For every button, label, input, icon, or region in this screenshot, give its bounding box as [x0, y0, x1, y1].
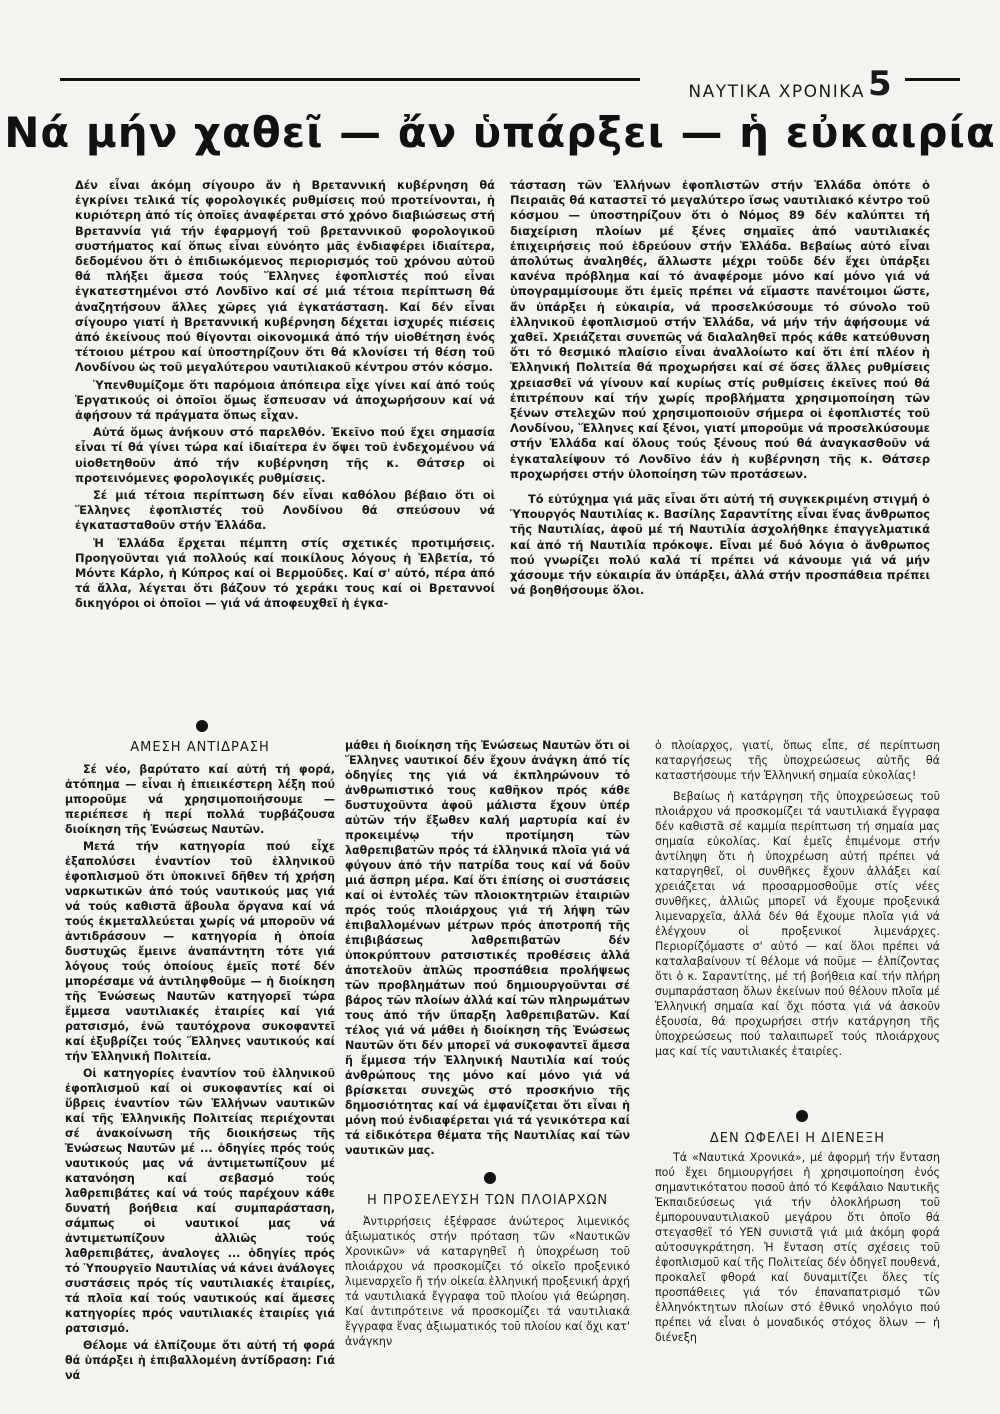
- intro-right-column: [510, 178, 930, 703]
- header-rule-right: [905, 78, 960, 81]
- section1-paragraph: Μετά τήν κατηγορία πού εἶχε ἐξαπολύσει ἐναντίον τοῦ ἑλληνικοῦ ἐφοπλισμοῦ ὅτι ὑποκινεῖ δῆθεν τή χρήση ναρκωτικῶν ἀπό τούς ναυτικούς μας γιά νά τούς καθιστᾶ ἄβουλα ὄργανα καί νά τούς ἐκμεταλλεύεται χωρίς νά μποροῦν νά ἀντιδράσουν — κατηγορία ἡ ὁποία δυστυχῶς ἔμεινε ἀναπάντητη τότε γιά λόγους τούς ὁποίους ἐμεῖς ποτέ δέν μπορέσαμε νά ἀντιληφθοῦμε — ἡ διοίκηση τῆς Ἑνώσεως Ναυτῶν κατηγορεῖ τώρα ἔμμεσα ναυτιλιακές ἑταιρίες καί γιά ρατσισμό, ἐνῶ ταυτόχρονα συκοφαντεῖ καί ἐξυβρίζει τούς Ἕλληνες ναυτικούς καί τήν Ἑλληνική Πολιτεία.: [65, 840, 335, 1063]
- section3-column: [655, 1150, 940, 1365]
- section1-paragraph: Οἱ κατηγορίες ἐναντίον τοῦ ἑλληνικοῦ ἐφοπλισμοῦ καί οἱ συκοφαντίες καί οἱ ὕβρεις ἐναντίον τῶν Ἑλλήνων ναυτικῶν καί τῆς Ἑλληνικῆς Πολιτείας περιέχονται σέ ἀνακοίνωση τῆς διοικήσεως τῆς Ἑνώσεως Ναυτῶν μέ ... ὁδηγίες πρός τούς ναυτικούς μας νά ἀντιμετωπίζουν μέ κατανόηση καί σεβασμό τούς λαθρεπιβάτες καί νά τούς παρέχουν κάθε δυνατή βοήθεια καί συμπαράσταση, σάμπως οἱ ναυτικοί μας νά ἀντιμετωπίζουν ἀλλιῶς τούς λαθρεπιβάτες, ἀναλογες ... ὁδηγίες πρός τό Ὑπουργεῖο Ναυτιλίας νά κάνει ἀνάλογες συστάσεις πρός τίς ναυτιλιακές ἑταιρίες, τά πλοῖα καί τούς ναυτικούς καί ἄμεσες κατηγορίες πρός ναυτιλιακές ἑταιρίες γιά ρατσισμό.: [65, 1067, 335, 1335]
- intro-paragraph: Ἡ Ἑλλάδα ἔρχεται πέμπτη στίς σχετικές προτιμήσεις. Προηγοῦνται γιά πολλούς καί ποικίλους λόγους ἡ Ἑλβετία, τό Μόντε Κάρλο, ἡ Κύπρος καί οἱ Βερμοῦδες. Καί σ' αὐτό, πέρα ἀπό τά ἄλλα, λέγεται ὅτι βάζουν τό χεράκι τους καί οἱ Βρεταννοί δικηγόροι οἱ ὁποῖοι — γιά νά ἀποφευχθεῖ ἡ ἐγκα-: [75, 535, 495, 611]
- publication-name: ΝΑΥΤΙΚΑ ΧΡΟΝΙΚΑ: [688, 82, 865, 102]
- headline: Νά μήν χαθεῖ — ἄν ὑπάρξει — ἡ εὐκαιρία: [4, 108, 996, 157]
- section1-paragraph: Σέ νέο, βαρύτατο καί αὐτή τή φορά, ἀτόπημα — εἶναι ἡ ἐπιεικέστερη λέξη πού μποροῦμε νά χρησιμοποιήσουμε — περιέπεσε ἡ περί πολλά τυρβάζουσα διοίκηση τῆς Ἑνώσεως Ναυτῶν.: [65, 763, 335, 836]
- intro-left-column: [75, 178, 495, 698]
- intro-paragraph: Τό εὐτύχημα γιά μᾶς εἶναι ὅτι αὐτή τή συγκεκριμένη στιγμή ὁ Ὑπουργός Ναυτιλίας κ. Βασίλης Σαραντίτης εἶναι ἕνας ἄνθρωπος τῆς Ναυτιλίας, ἀφοῦ μέ τή Ναυτιλία ἀσχολήθηκε ἐπαγγελματικά καί ἀπό τή Ναυτιλία πρόκοψε. Εἶναι μέ δυό λόγια ὁ ἄνθρωπος πού γνωρίζει πολύ καλά τί πρέπει νά κάνουμε γιά νά μήν χάσουμε τήν εὐκαιρία ἄν ὑπάρξει, ἀλλά στήν προσπάθεια πρέπει νά βοηθήσουμε ὅλοι.: [510, 492, 930, 598]
- section3-paragraph: Τά «Ναυτικά Χρονικά», μέ ἀφορμή τήν ἔνταση πού ἔχει δημιουργήσει ἡ χρησιμοποίηση ἑνός σημαντικότατου ποσοῦ ἀπό τό Κεφάλαιο Ναυτικῆς Ἐκπαιδεύσεως γιά τήν ὁλοκλήρωση τοῦ ἐμπορουναυτιλιακοῦ μεγάρου ὅτι ὁποῖο θά στεγασθεῖ τό ΥΕΝ συνιστᾶ γιά μιά ἀκόμη φορά αὐτοσυγκράτηση. Ἡ ἔνταση στίς σχέσεις τοῦ ἐφοπλισμοῦ καί τῆς Πολιτείας δέν ὁδηγεῖ πουθενά, προκαλεῖ φθορά καί δυναμιτίζει ὅλες τίς προσπάθειες γιά τόν ἐπαναπατρισμό τῶν ἑλληνόκτητων πλοίων στό ἐθνικό νηολόγιο πού πρέπει νά εἶναι ὁ μοναδικός στόχος ὅλων — ἡ διένεξη: [655, 1151, 940, 1344]
- section-title-den-ofelei: ΔΕΝ ΩΦΕΛΕΙ Η ΔΙΕΝΕΞΗ: [709, 1131, 886, 1146]
- section1-paragraph: Θέλομε νά ἐλπίζουμε ὅτι αὐτή τή φορά θά ὑπάρξει ἡ ἐπιβαλλομένη ἀντίδραση: Γιά νά: [65, 1339, 335, 1382]
- section2-column: [345, 1214, 630, 1364]
- header-rule-left: [60, 78, 640, 81]
- section2-continued: ὁ πλοίαρχος, γιατί, ὅπως εἶπε, σέ περίπτωση καταργήσεως τῆς ὑποχρεώσεως αὐτῆς θά καταστήσουμε τήν Ἑλληνική σημαία εὐκολίας!: [655, 739, 940, 782]
- section2-paragraph: Ἀντιρρήσεις ἐξέφρασε ἀνώτερος λιμενικός ἀξιωματικός στήν πρόταση τῶν «Ναυτικῶν Χρονικῶν» νά καταργηθεῖ ἡ ὑποχρέωση τοῦ πλοιάρχου νά προσκομίζει τό οἰκεῖο προξενικό λιμεναρχεῖο ἤ τήν οἰκεία ἑλληνική προξενική ἀρχή τά ναυτιλιακά ἔγγραφα τοῦ πλοίου γιά θεώρηση. Καί ἀντιπρότεινε νά προσκομίζει τά ναυτιλιακά ἔγγραφα ἕνας ἀξιωματικός τοῦ πλοίου καί ὄχι κατ' ἀνάγκην: [345, 1215, 631, 1348]
- section1-continued-column: [345, 738, 630, 1158]
- section2-continued-column: [655, 738, 940, 1110]
- section-title-proseleusi: Η ΠΡΟΣΕΛΕΥΣΗ ΤΩΝ ΠΛΟΙΑΡΧΩΝ: [366, 1193, 609, 1208]
- section-title-ameси-antidrasi: ΑΜΕΣΗ ΑΝΤΙΔΡΑΣΗ: [130, 740, 270, 755]
- intro-paragraph: Δέν εἶναι ἀκόμη σίγουρο ἄν ἡ Βρεταννική κυβέρνηση θά ἐγκρίνει τελικά τίς φορολογικές ρυθμίσεις πού προτείνονται, ἡ κυριότερη ἀπό τίς ὁποῖες ἀναφέρεται στό χρόνο διαβιώσεως στή Βρεταννία γιά τήν ἐφαρμογή τοῦ βρεταννικοῦ φορολογικοῦ συστήματος καί ὅπως εἶναι εὐνόητο μᾶς ἐνδιαφέρει ἰδιαίτερα, δεδομένου ὅτι ὁ ἐπιδιωκόμενος περιορισμός τοῦ χρόνου αὐτοῦ θά πλήξει ἄμεσα τούς Ἕλληνες ἐφοπλιστές πού εἶναι ἐγκατεστημένοι στό Λονδῖνο καί σέ μιά τέτοια περίπτωση θά ἀναζητήσουν ἄλλες χῶρες γιά ἐγκατάσταση. Καί δέν εἶναι σίγουρο γιατί ἡ Βρεταννική κυβέρνηση δέχεται ἰσχυρές πιέσεις ἀπό ἐκείνους πού θίγονται οἰκονομικά ἀπό τήν υἱοθέτηση ἑνός τέτοιου μέτρου καί ὑποστηρίζουν ὅτι θά κλονίσει τή θέση τοῦ Λονδίνου ὡς τοῦ μεγαλύτερου ναυτιλιακοῦ κέντρου στόν κόσμο.: [75, 178, 495, 375]
- intro-paragraph: Ὑπενθυμίζομε ὅτι παρόμοια ἀπόπειρα εἶχε γίνει καί ἀπό τούς Ἐργατικούς οἱ ὁποῖοι ὅμως ἔσπευσαν νά ἀποχωρήσουν καί νά ἀφήσουν τά πράγματα ὅπως εἶχαν.: [75, 377, 495, 423]
- section-bullet: [484, 1172, 496, 1184]
- intro-paragraph: Αὐτά ὅμως ἀνήκουν στό παρελθόν. Ἐκεῖνο πού ἔχει σημασία εἶναι τί θά γίνει τώρα καί ἰδιαίτερα ἐν ὄψει τοῦ ἐνδεχομένου νά υἱοθετηθοῦν ἀπό τήν κυβέρνηση τῆς κ. Θάτσερ οἱ προτεινόμενες φορολογικές ρυθμίσεις.: [75, 425, 495, 485]
- section1-continued: μάθει ἡ διοίκηση τῆς Ἑνώσεως Ναυτῶν ὅτι οἱ Ἕλληνες ναυτικοί δέν ἔχουν ἀνάγκη ἀπό τίς ὁδηγίες της γιά νά ἐκπληρώνουν τό ἀνθρωπιστικό τους καθῆκον πρός κάθε δυστυχοῦντα ἀφοῦ μάλιστα ἔχουν ὑπέρ αὐτῶν τήν ἔξωθεν καλή μαρτυρία καί ἐν προκειμένῳ τήν προτίμηση τῶν λαθρεπιβατῶν πρός τά ἑλληνικά πλοῖα γιά νά φύγουν ἀπό τήν πατρίδα τους καί νά δοῦν μιά ἄσπρη μέρα. Καί ὅτι ἐπίσης οἱ συστάσεις καί οἱ ἐντολές τῶν πλοιοκτητριῶν ἑταιριῶν πρός τούς πλοιάρχους γιά τή λήψη τῶν ἐπιβαλλομένων μέτρων πρός ἀποτροπή τῆς ἐπιβιβάσεως λαθρεπιβατῶν δέν ὑποκρύπτουν ρατσιστικές προθέσεις ἀλλά ἀποτελοῦν ἁπλῶς προσπάθεια προλήψεως τῶν προβλημάτων πού δημιουργοῦνται σέ βάρος τῶν πλοίων ἀλλά καί τῶν πληρωμάτων τους ἀπό τήν ὕπαρξη λαθρεπιβατῶν. Καί τέλος γιά νά μάθει ἡ διοίκηση τῆς Ἑνώσεως Ναυτῶν ὅτι δέν μπορεῖ νά συκοφαντεῖ ἄμεσα ἤ ἔμμεσα τήν Ἑλληνική Ναυτιλία καί τούς ἀνθρώπους της μόνο καί μόνο γιά νά βρίσκεται συνεχῶς στό προσκήνιο τῆς δημοσιότητας καί νά ἐμφανίζεται ὅτι εἶναι ἡ μόνη πού ἐνδιαφέρεται γιά τά γενικότερα καί τά εἰδικότερα θέματα τῆς Ναυτιλίας καί τῶν ναυτικῶν μας.: [345, 739, 630, 1157]
- intro-paragraph: τάσταση τῶν Ἑλλήνων ἐφοπλιστῶν στήν Ἑλλάδα ὁπότε ὁ Πειραιᾶς θά καταστεῖ τό μεγαλύτερο ἴσως ναυτιλιακό κέντρο τοῦ κόσμου — ὑποστηρίζουν ὅτι ὁ Νόμος 89 δέν καλύπτει τή διαχείριση πλοίων μέ ξένες σημαῖες ἀπό ναυτιλιακές ἐπιχειρήσεις πού ἑδρεύουν στήν Ἑλλάδα. Βεβαίως αὐτό εἶναι ἀπολύτως ἀναληθές, ἄλλωστε μέχρι τοῦδε δέν ἔχει ὑπάρξει κανένα πρόβλημα καί τό ἀναφέρομε μόνο καί μόνο γιά νά ὑπογραμμίσουμε ὅτι ἐμεῖς πρέπει νά εἴμαστε πανέτοιμοι ὥστε, ἄν ὑπάρξει ἡ εὐκαιρία, νά προσελκύσουμε τό σύνολο τοῦ ἑλληνικοῦ ἐφοπλισμοῦ στήν Ἑλλάδα, νά μήν τήν ἀφήσουμε νά χαθεῖ. Χρειάζεται συνεπῶς νά διαλαληθεῖ πρός κάθε κατεύθυνση ὅτι τό θεσμικό πλαίσιο εἶναι ἀναλλοίωτο καί ὅτι ἐπί πλέον ἡ Ἑλληνική Πολιτεία θά προχωρήσει καί σέ ὅσες ἄλλες ρυθμίσεις χρειασθεῖ νά γίνουν καί κυρίως στίς ρυθμίσεις ἐκεῖνες πού θά ἐπιτρέπουν καί τήν χωρίς προβλήματα χρησιμοποίηση τῶν ξένων στελεχῶν πού χρησιμοποιοῦν σήμερα οἱ ἐφοπλιστές τοῦ Λονδίνου, Ἕλληνες καί ξένοι, γιατί μποροῦμε νά προσελκύσουμε στήν Ἑλλάδα καί ὅλους τούς ξένους πού θά ἀναγκασθοῦν νά ἐγκαταλείψουν τό Λονδῖνο ἐάν ἡ κυβέρνηση τῆς κ. Θάτσερ προχωρήσει στήν ὑλοποίηση τῶν προτάσεων.: [510, 178, 930, 481]
- section1-column: [65, 762, 335, 1382]
- page-number: 5: [868, 64, 892, 104]
- intro-paragraph: Σέ μιά τέτοια περίπτωση δέν εἶναι καθόλου βέβαιο ὅτι οἱ Ἕλληνες ἐφοπλιστές τοῦ Λονδίνου θά σπεύσουν νά ἐγκατασταθοῦν στήν Ἑλλάδα.: [75, 488, 495, 533]
- section-bullet: [796, 1110, 808, 1122]
- section-bullet: [196, 720, 208, 732]
- section2-continued: Βεβαίως ἡ κατάργηση τῆς ὑποχρεώσεως τοῦ πλοιάρχου νά προσκομίζει τά ναυτιλιακά ἔγγραφα δέν καθιστᾶ σέ καμμία περίπτωση τή σημαία μας σημαία εὐκολίας. Καί ἐμεῖς ἐπιμένομε στήν ἀντίληψη ὅτι ἡ ὑποχρέωση αὐτή πρέπει νά καταργηθεῖ, οἱ συνθῆκες ἔχουν ἀλλάξει καί χρειάζεται νά προσαρμοσθοῦμε στίς νέες συνθῆκες, ἀλλιῶς μπορεῖ νά ἔχουμε προξενικά λιμεναρχεῖα, ἀλλά δέν θά ἔχουμε πλοῖα γιά νά ἐλέγχουν οἱ προξενικοί λιμενάρχες. Περιορίζόμαστε σ' αὐτό — καί ὅλοι πρέπει νά καταλαβαίνουν τί θέλομε νά ποῦμε — ἐλπίζοντας ὅτι ὁ κ. Σαραντίτης, μέ τή βοήθεια καί τήν πλήρη συμπαράσταση ὅλων ἐκείνων πού θέλουν πλοῖα μέ Ἑλληνική σημαία καί ὄχι πόστα γιά νά ἀσκοῦν ἐξουσία, θά προχωρήσει στήν κατάργηση τῆς ὑποχρεώσεως πού ταλαιπωρεῖ τούς πλοιάρχους μας καί τίς ναυτιλιακές ἑταιρίες.: [655, 790, 940, 1058]
